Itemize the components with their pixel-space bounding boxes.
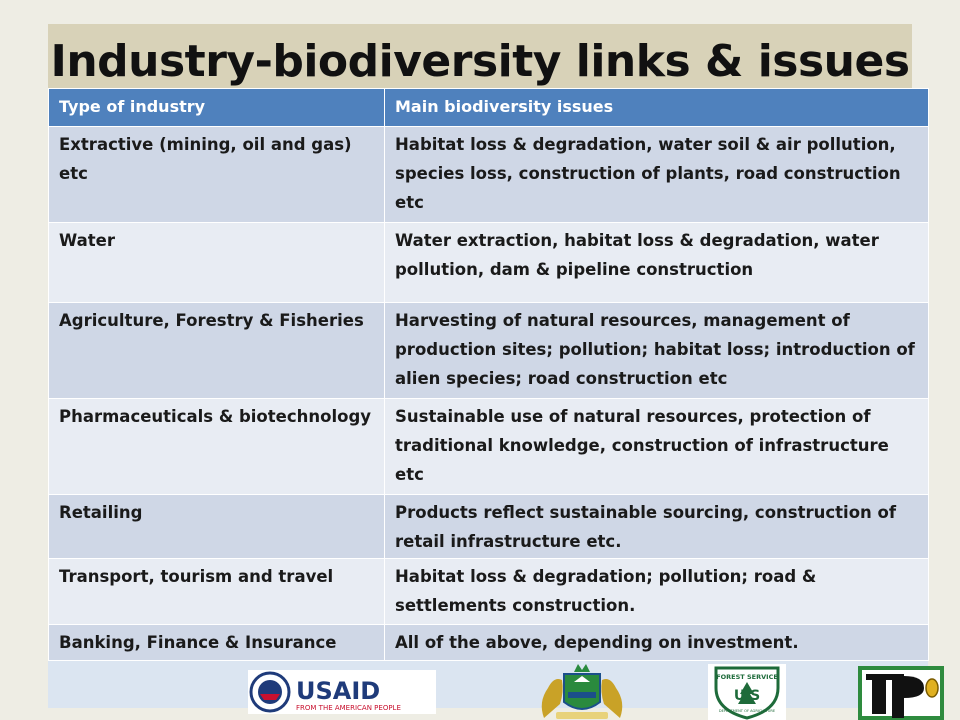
forest-service-bottom-text: DEPARTMENT OF AGRICULTURE	[718, 709, 776, 713]
ip-logo	[858, 666, 944, 720]
issues-cell: Harvesting of natural resources, management of production sites; pollution; habitat loss; introduction of alien species; road construction etc	[385, 303, 929, 399]
issues-cell: Habitat loss & degradation, water soil & air pollution, species loss, construction of plants, road construction etc	[385, 127, 929, 223]
issues-cell: All of the above, depending on investment.	[385, 625, 929, 661]
usaid-tagline: FROM THE AMERICAN PEOPLE	[296, 704, 401, 712]
issues-cell: Sustainable use of natural resources, protection of traditional knowledge, construction of infrastructure etc	[385, 399, 929, 495]
table-row	[49, 223, 929, 303]
industry-cell: Retailing	[49, 495, 385, 559]
table-row	[49, 303, 929, 399]
industry-cell: Agriculture, Forestry & Fisheries	[49, 303, 385, 399]
industry-cell: Banking, Finance & Insurance	[49, 625, 385, 661]
table-header-row	[49, 89, 929, 127]
industry-cell: Water	[49, 223, 385, 303]
header-main-biodiversity-issues: Main biodiversity issues	[385, 89, 929, 127]
table-row	[49, 495, 929, 559]
table-row	[49, 559, 929, 625]
table-row	[49, 127, 929, 223]
sierra-leone-coat-of-arms	[534, 662, 630, 720]
table-container	[48, 88, 928, 708]
forest-service-top-text: FOREST SERVICE	[716, 673, 778, 681]
industry-cell: Extractive (mining, oil and gas) etc	[49, 127, 385, 223]
header-type-of-industry: Type of industry	[49, 89, 385, 127]
industry-issues-table	[48, 88, 929, 661]
industry-cell: Pharmaceuticals & biotechnology	[49, 399, 385, 495]
issues-cell: Products reflect sustainable sourcing, construction of retail infrastructure etc.	[385, 495, 929, 559]
usaid-wordmark: USAID	[296, 677, 381, 705]
issues-cell: Water extraction, habitat loss & degradation, water pollution, dam & pipeline construction	[385, 223, 929, 303]
usaid-logo	[248, 670, 436, 714]
slide-title: Industry-biodiversity links & issues	[50, 36, 910, 87]
issues-cell: Habitat loss & degradation; pollution; road & settlements construction.	[385, 559, 929, 625]
table-row	[49, 399, 929, 495]
table-row	[49, 625, 929, 661]
industry-cell: Transport, tourism and travel	[49, 559, 385, 625]
forest-service-mark: U S	[733, 688, 761, 704]
forest-service-shield-logo	[708, 664, 786, 720]
